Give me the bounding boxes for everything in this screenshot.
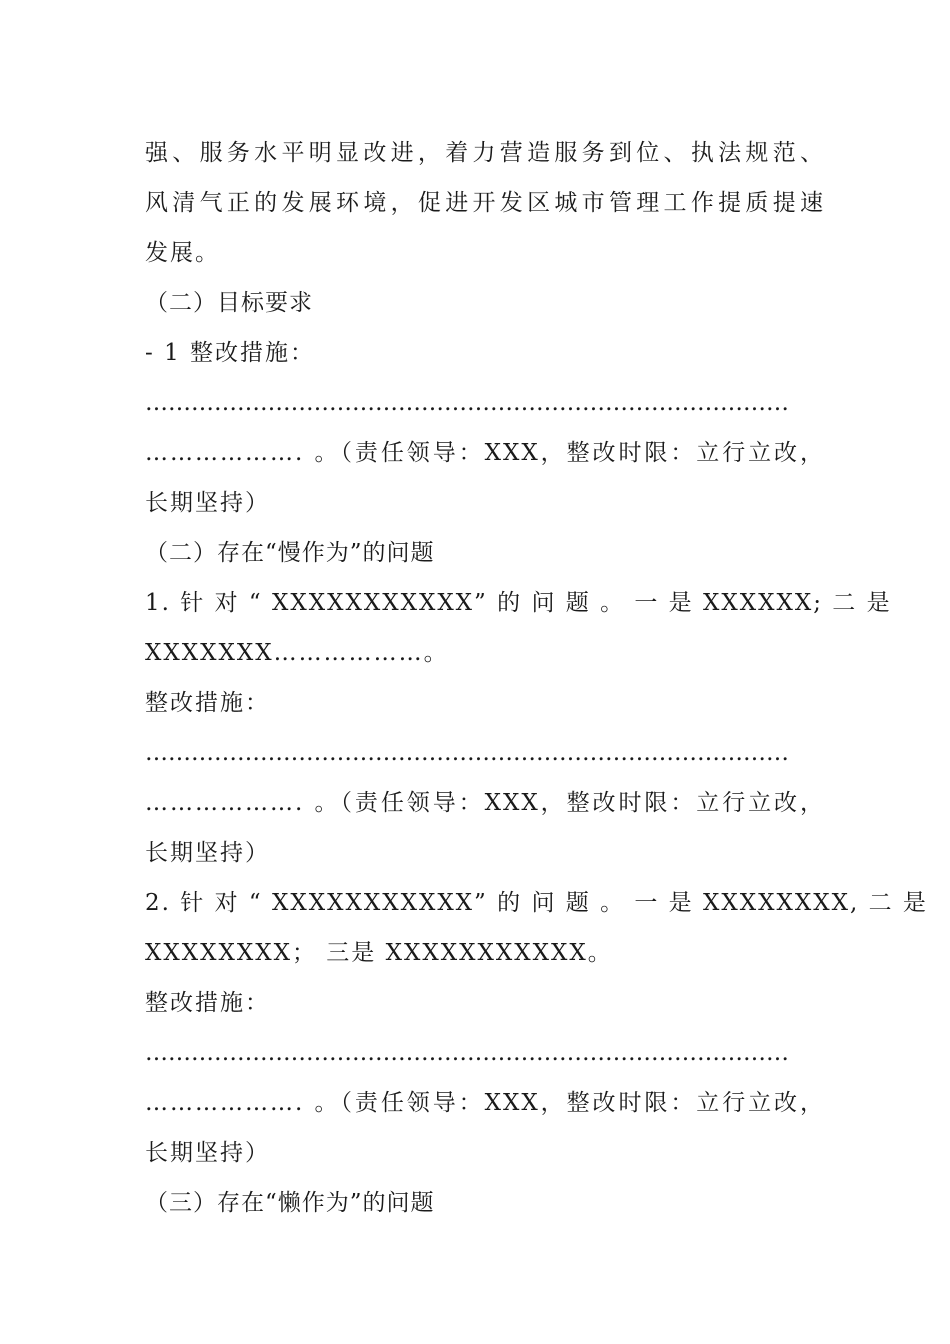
paragraph-line-2: 风清气正的发展环境，促进开发区城市管理工作提质提速 — [145, 190, 825, 216]
section-heading-lazy-action: （三）存在“懒作为”的问题 — [145, 1190, 435, 1216]
measure-dots-3: ………………………………………………………………………… — [145, 1040, 789, 1066]
measure-responsibility-1: ………………. 。（责任领导：XXX，整改时限：立行立改， — [145, 440, 825, 466]
measure-persist-1: 长期坚持） — [145, 490, 270, 516]
measure-responsibility-3: ………………. 。（责任领导：XXX，整改时限：立行立改， — [145, 1090, 825, 1116]
issue-1-line-1: 1. 针 对 “ XXXXXXXXXXX” 的 问 题 。 一 是 XXXXXX; 二 是 — [145, 590, 892, 616]
section-heading-slow-action: （二）存在“慢作为”的问题 — [145, 540, 435, 566]
measure-persist-3: 长期坚持） — [145, 1140, 270, 1166]
issue-2-line-1: 2. 针 对 “ XXXXXXXXXXX” 的 问 题 。 一 是 XXXXXXXX, 二 是 — [145, 890, 928, 916]
document-body — [145, 128, 928, 1228]
paragraph-line-3: 发展。 — [145, 240, 220, 266]
issue-1-line-2: XXXXXXX………………。 — [145, 640, 449, 666]
measure-label-2: 整改措施： — [145, 690, 270, 716]
measure-persist-2: 长期坚持） — [145, 840, 270, 866]
measure-dots-2: ………………………………………………………………………… — [145, 740, 789, 766]
measure-label-3: 整改措施： — [145, 990, 270, 1016]
section-heading-goals: （二）目标要求 — [145, 290, 313, 316]
paragraph-line-1: 强、服务水平明显改进，着力营造服务到位、执法规范、 — [145, 140, 825, 166]
issue-2-line-2: XXXXXXXX； 三是 XXXXXXXXXXX。 — [145, 940, 613, 966]
measure-dots-1: ………………………………………………………………………… — [145, 390, 789, 416]
measure-label-1: - 1 整改措施： — [145, 340, 316, 366]
measure-responsibility-2: ………………. 。（责任领导：XXX，整改时限：立行立改， — [145, 790, 825, 816]
